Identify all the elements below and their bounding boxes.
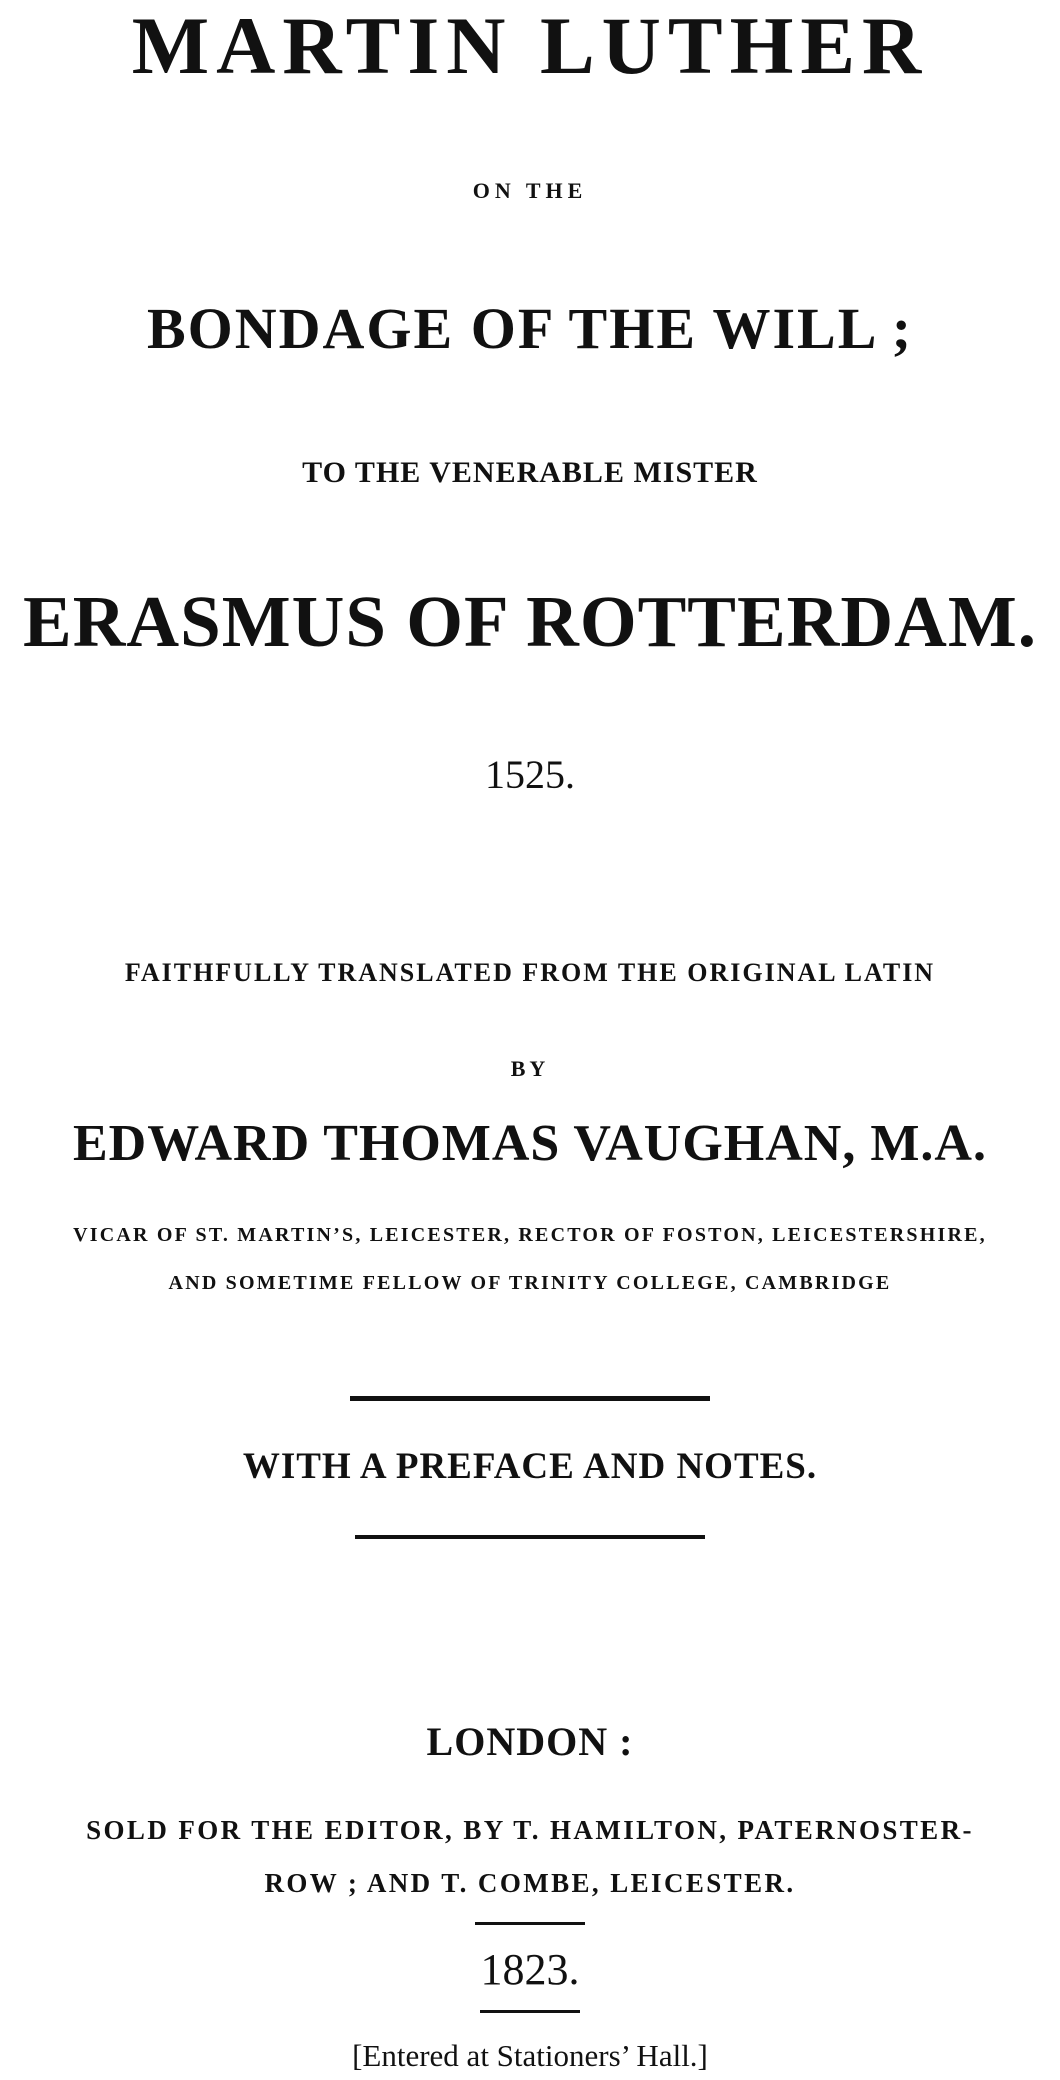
publication-year: 1823. xyxy=(480,1945,580,1994)
seller-line-2: ROW ; AND T. COMBE, LEICESTER. xyxy=(264,1868,796,1898)
dedication-line: TO THE VENERABLE MISTER xyxy=(302,456,758,489)
divider-rule xyxy=(480,2010,580,2013)
book-subtitle: BONDAGE OF THE WILL ; xyxy=(146,296,914,361)
by-line: BY xyxy=(510,1056,550,1081)
translation-note: FAITHFULLY TRANSLATED FROM THE ORIGINAL LATIN xyxy=(124,958,936,987)
publication-place: LONDON : xyxy=(426,1719,634,1764)
original-year: 1525. xyxy=(485,752,575,797)
translator-name: EDWARD THOMAS VAUGHAN, M.A. xyxy=(73,1115,987,1172)
addressee-name: ERASMUS OF ROTTERDAM. xyxy=(23,581,1037,662)
divider-rule xyxy=(475,1922,585,1925)
seller-line-1: SOLD FOR THE EDITOR, BY T. HAMILTON, PATERNOSTER- xyxy=(86,1815,974,1845)
divider-rule xyxy=(355,1535,705,1539)
entered-note: [Entered at Stationers’ Hall.] xyxy=(352,2038,708,2073)
preface-note: WITH A PREFACE AND NOTES. xyxy=(242,1446,818,1487)
book-title: MARTIN LUTHER xyxy=(131,0,929,91)
translator-credentials-line-1: VICAR OF ST. MARTIN’S, LEICESTER, RECTOR OF FOSTON, LEICESTERSHIRE, xyxy=(73,1224,987,1246)
on-the-line: ON THE xyxy=(472,178,588,203)
translator-credentials-line-2: AND SOMETIME FELLOW OF TRINITY COLLEGE, CAMBRIDGE xyxy=(168,1272,892,1294)
divider-rule xyxy=(350,1396,710,1401)
